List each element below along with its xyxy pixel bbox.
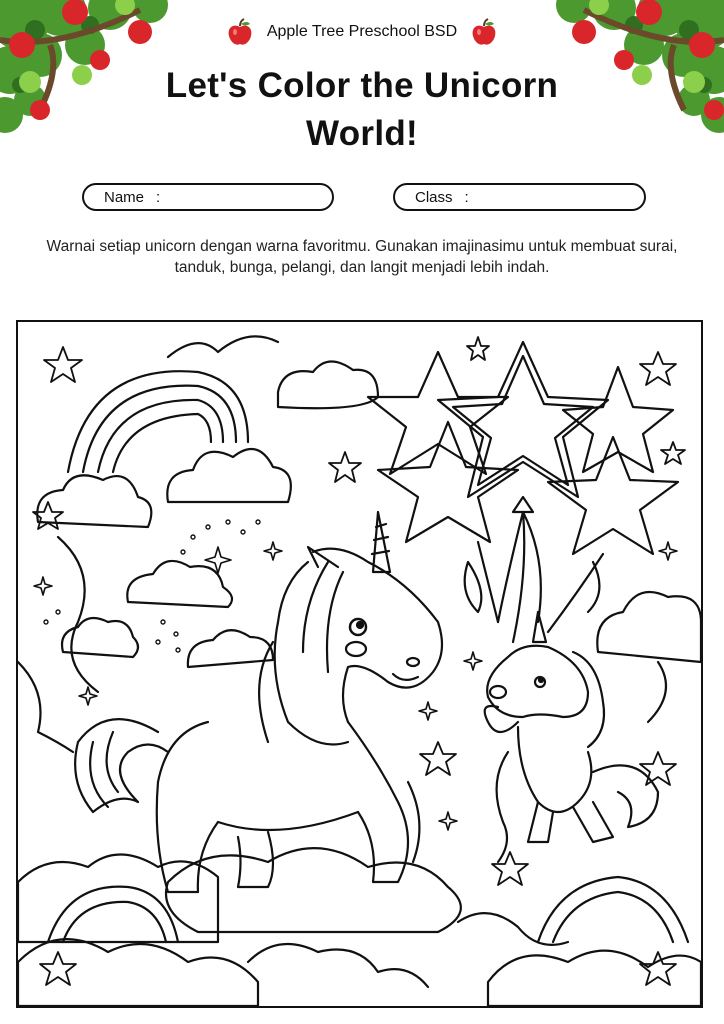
name-field[interactable] <box>82 183 334 211</box>
star-balloons <box>368 342 678 642</box>
class-label: Class <box>415 188 453 206</box>
small-unicorn <box>485 612 658 862</box>
coloring-area <box>16 320 703 1008</box>
school-header <box>0 18 724 46</box>
apple-icon <box>227 18 253 46</box>
page-title: Let's Color the Unicorn World! <box>165 66 559 153</box>
school-name: Apple Tree Preschool BSD <box>266 23 458 40</box>
class-field[interactable] <box>393 183 646 211</box>
dots <box>44 520 260 652</box>
name-label: Name <box>104 188 145 206</box>
rainbow-top-left <box>68 371 248 472</box>
name-separator: : <box>156 188 161 206</box>
bottom-clouds <box>18 848 701 1006</box>
class-separator: : <box>464 188 469 206</box>
big-unicorn <box>75 512 442 892</box>
apple-icon <box>471 18 497 46</box>
unicorn-coloring-illustration <box>18 322 701 1006</box>
instructions-text: Warnai setiap unicorn dengan warna favoritmu. Gunakan imajinasimu untuk membuat surai, tanduk, bunga, pelangi, dan langit menjadi lebih indah. <box>46 238 678 276</box>
